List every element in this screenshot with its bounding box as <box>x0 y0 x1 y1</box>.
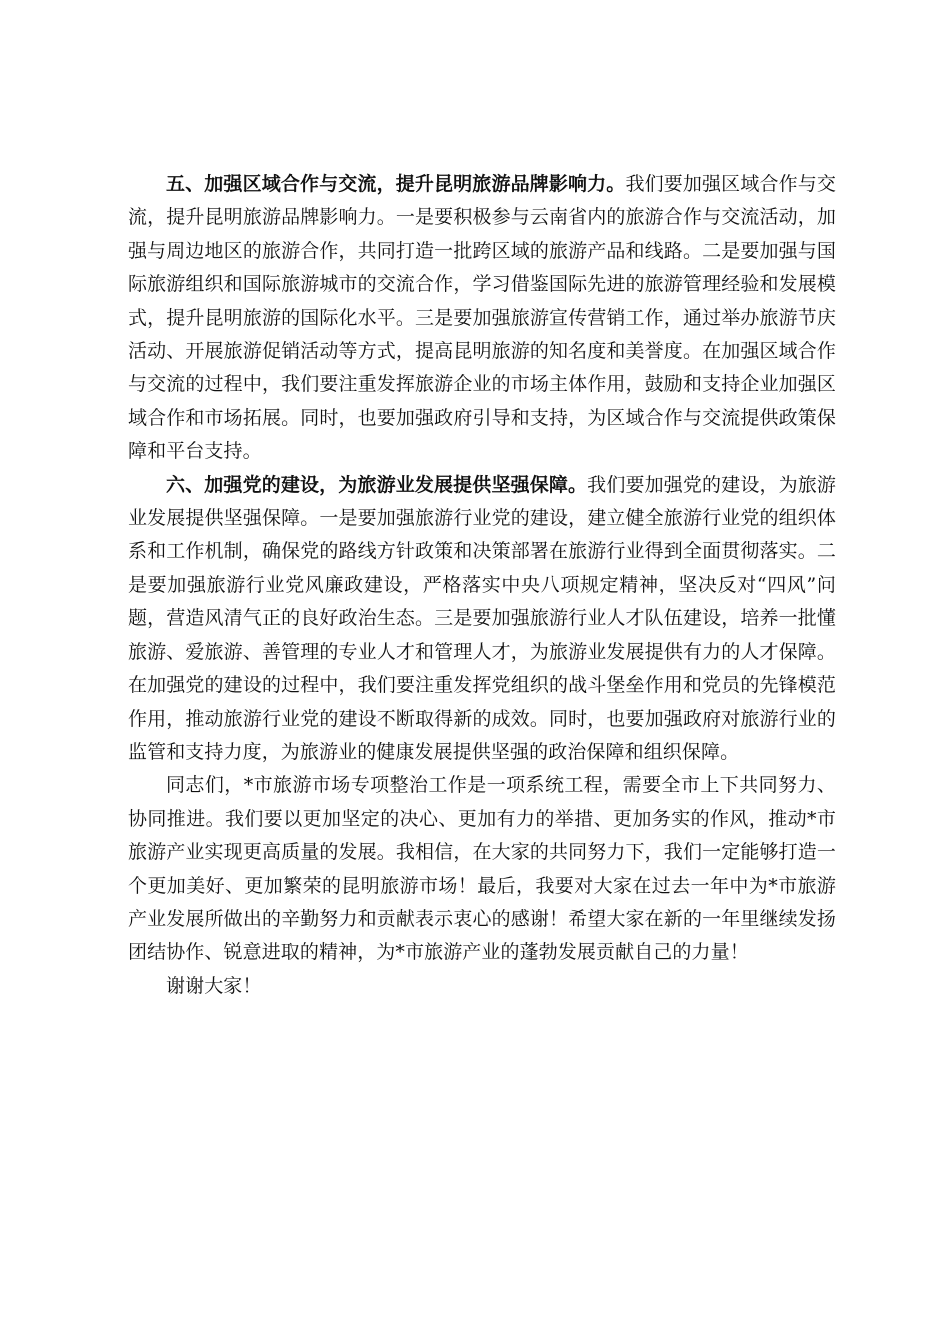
section-five-heading: 五、加强区域合作与交流，提升昆明旅游品牌影响力。 <box>166 173 626 195</box>
section-five-body: 我们要加强区域合作与交流，提升昆明旅游品牌影响力。一是要积极参与云南省内的旅游合作与交流活动，加强与周边地区的旅游合作，共同打造一批跨区域的旅游产品和线路。二是要加强与国际旅游组织和国际旅游城市的交流合作，学习借鉴国际先进的旅游管理经验和发展模式，提升昆明旅游的国际化水平。三是要加强旅游宣传营销工作，通过举办旅游节庆活动、开展旅游促销活动等方式，提高昆明旅游的知名度和美誉度。在加强区域合作与交流的过程中，我们要注重发挥旅游企业的市场主体作用，鼓励和支持企业加强区域合作和市场拓展。同时，也要加强政府引导和支持，为区域合作与交流提供政策保障和平台支持。 <box>128 173 836 463</box>
thanks-paragraph <box>128 970 836 1003</box>
section-six-paragraph <box>128 469 836 770</box>
closing-paragraph <box>128 769 836 969</box>
section-six-body: 我们要加强党的建设，为旅游业发展提供坚强保障。一是要加强旅游行业党的建设，建立健全旅游行业党的组织体系和工作机制，确保党的路线方针政策和决策部署在旅游行业得到全面贯彻落实。二是要加强旅游行业党风廉政建设，严格落实中央八项规定精神，坚决反对“四风”问题，营造风清气正的良好政治生态。三是要加强旅游行业人才队伍建设，培养一批懂旅游、爱旅游、善管理的专业人才和管理人才，为旅游业发展提供有力的人才保障。在加强党的建设的过程中，我们要注重发挥党组织的战斗堡垒作用和党员的先锋模范作用，推动旅游行业党的建设不断取得新的成效。同时，也要加强政府对旅游行业的监管和支持力度，为旅游业的健康发展提供坚强的政治保障和组织保障。 <box>128 473 836 763</box>
closing-body: 同志们，*市旅游市场专项整治工作是一项系统工程，需要全市上下共同努力、协同推进。我们要以更加坚定的决心、更加有力的举措、更加务实的作风，推动*市旅游产业实现更高质量的发展。我相信，在大家的共同努力下，我们一定能够打造一个更加美好、更加繁荣的昆明旅游市场！最后，我要对大家在过去一年中为*市旅游产业发展所做出的辛勤努力和贡献表示衷心的感谢！希望大家在新的一年里继续发扬团结协作、锐意进取的精神，为*市旅游产业的蓬勃发展贡献自己的力量！ <box>128 774 836 964</box>
thanks-text: 谢谢大家！ <box>166 974 262 997</box>
section-five-paragraph <box>128 168 836 469</box>
document-page <box>128 168 836 1003</box>
section-six-heading: 六、加强党的建设，为旅游业发展提供坚强保障。 <box>166 473 588 496</box>
